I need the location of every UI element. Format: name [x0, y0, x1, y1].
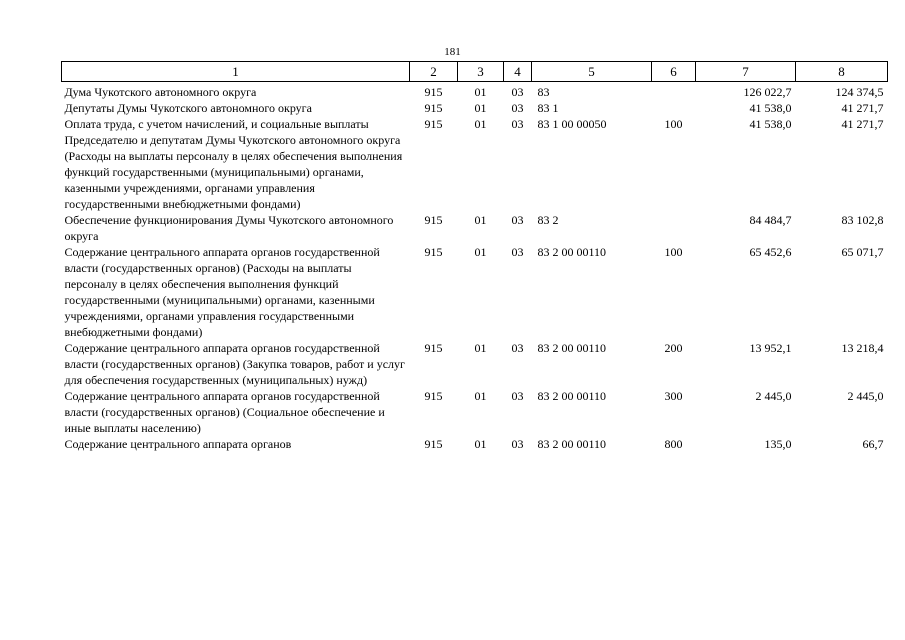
page-number: 181	[444, 46, 461, 58]
budget-table	[61, 61, 888, 452]
row-grbs: 915	[424, 437, 443, 451]
row-amount-col8: 124 374,5	[835, 85, 884, 99]
row-section: 01	[474, 117, 487, 131]
row-subsection: 03	[511, 341, 524, 355]
row-amount-col8: 41 271,7	[841, 101, 884, 115]
column-header-1: 1	[62, 62, 410, 82]
row-amount-col7: 41 538,0	[749, 101, 792, 115]
row-section: 01	[474, 213, 487, 227]
row-target-code: 83 2 00 00110	[537, 341, 607, 355]
row-name: Содержание центрального аппарата органов государственной власти (государственных органов) (Социальное обеспечение и иные выплаты населению)	[64, 389, 385, 435]
row-amount-col8: 41 271,7	[841, 117, 884, 131]
row-amount-col7: 126 022,7	[743, 85, 792, 99]
row-amount-col8: 66,7	[862, 437, 884, 451]
row-amount-col7: 41 538,0	[749, 117, 792, 131]
row-target-code: 83 2 00 00110	[537, 389, 607, 403]
row-subsection: 03	[511, 437, 524, 451]
row-subsection: 03	[511, 117, 524, 131]
row-amount-col7: 65 452,6	[749, 245, 792, 259]
row-grbs: 915	[424, 213, 443, 227]
row-grbs: 915	[424, 85, 443, 99]
row-target-code: 83	[537, 85, 550, 99]
column-header-8: 8	[796, 62, 888, 82]
row-name: Обеспечение функционирования Думы Чукотского автономного округа	[64, 213, 394, 243]
row-amount-col8: 65 071,7	[841, 245, 884, 259]
table-row	[62, 244, 888, 340]
table-row	[62, 388, 888, 436]
row-grbs: 915	[424, 389, 443, 403]
row-subsection: 03	[511, 213, 524, 227]
row-name: Содержание центрального аппарата органов государственной власти (государственных органов) (Расходы на выплаты персоналу в целях обеспечения выполнения функций государственными (муниципальными) органами, казенными учреждениями, органами управления государственными внебюджетными фондами)	[64, 245, 380, 339]
table-header-row	[62, 62, 888, 82]
row-grbs: 915	[424, 245, 443, 259]
row-expense-type: 100	[664, 245, 683, 259]
row-grbs: 915	[424, 117, 443, 131]
row-name: Оплата труда, с учетом начислений, и социальные выплаты Председателю и депутатам Думы Чукотского автономного округа (Расходы на выплаты персоналу в целях обеспечения выполнения функций государственными (муниципальными) органами, казенными учреждениями, органами управления государственными внебюджетными фондами)	[64, 117, 403, 211]
row-subsection: 03	[511, 389, 524, 403]
row-grbs: 915	[424, 101, 443, 115]
table-row	[62, 212, 888, 244]
column-header-6: 6	[652, 62, 696, 82]
column-header-5: 5	[532, 62, 652, 82]
row-amount-col7: 84 484,7	[749, 213, 792, 227]
row-expense-type: 100	[664, 117, 683, 131]
column-header-2: 2	[410, 62, 458, 82]
row-section: 01	[474, 101, 487, 115]
row-section: 01	[474, 341, 487, 355]
row-subsection: 03	[511, 85, 524, 99]
table-row	[62, 116, 888, 212]
row-expense-type: 200	[664, 341, 683, 355]
table-row	[62, 100, 888, 116]
row-name: Депутаты Думы Чукотского автономного округа	[64, 101, 312, 115]
row-grbs: 915	[424, 341, 443, 355]
row-subsection: 03	[511, 101, 524, 115]
row-name: Содержание центрального аппарата органов	[64, 437, 292, 451]
row-amount-col7: 13 952,1	[749, 341, 792, 355]
column-header-7: 7	[696, 62, 796, 82]
row-section: 01	[474, 389, 487, 403]
table-row	[62, 82, 888, 101]
row-target-code: 83 1	[537, 101, 559, 115]
table-row	[62, 436, 888, 452]
row-expense-type: 800	[664, 437, 683, 451]
row-name: Содержание центрального аппарата органов государственной власти (государственных органов) (Закупка товаров, работ и услуг для обеспечения государственных (муниципальных) нужд)	[64, 341, 405, 387]
row-expense-type	[652, 82, 696, 101]
row-expense-type: 300	[664, 389, 683, 403]
row-section: 01	[474, 85, 487, 99]
row-amount-col8: 13 218,4	[841, 341, 884, 355]
row-amount-col7: 2 445,0	[755, 389, 792, 403]
row-expense-type	[652, 100, 696, 116]
row-target-code: 83 2 00 00110	[537, 437, 607, 451]
row-subsection: 03	[511, 245, 524, 259]
row-section: 01	[474, 437, 487, 451]
row-amount-col8: 83 102,8	[841, 213, 884, 227]
row-target-code: 83 1 00 00050	[537, 117, 607, 131]
column-header-3: 3	[458, 62, 504, 82]
row-amount-col7: 135,0	[764, 437, 792, 451]
row-name: Дума Чукотского автономного округа	[64, 85, 257, 99]
table-row	[62, 340, 888, 388]
row-target-code: 83 2	[537, 213, 559, 227]
row-target-code: 83 2 00 00110	[537, 245, 607, 259]
column-header-4: 4	[504, 62, 532, 82]
row-amount-col8: 2 445,0	[847, 389, 884, 403]
row-expense-type	[652, 212, 696, 244]
row-section: 01	[474, 245, 487, 259]
